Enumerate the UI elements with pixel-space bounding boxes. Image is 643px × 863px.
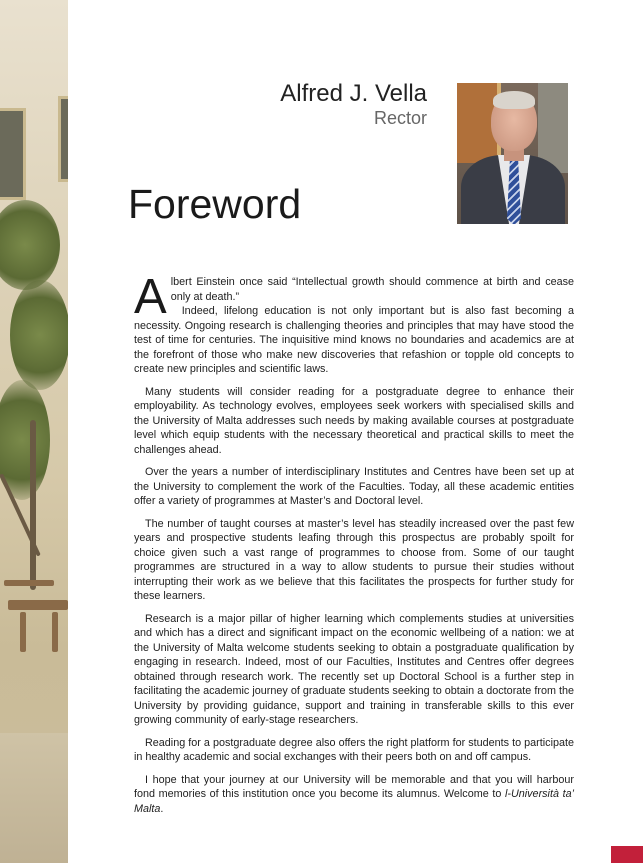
photo-bench <box>4 580 54 586</box>
portrait-hair <box>493 91 535 109</box>
photo-window <box>58 96 68 182</box>
photo-foliage <box>10 280 68 390</box>
author-role: Rector <box>373 108 427 128</box>
page-corner-tab <box>611 846 643 863</box>
paragraph-6: Reading for a postgraduate degree also offers the right platform for students to participate in healthy academic and social exchanges with their peers both on and off campus. <box>134 736 574 763</box>
page-title: Foreword <box>128 181 302 227</box>
paragraph-2: Many students will consider reading for a postgraduate degree to enhance their employability. As technology evolves, employees seek workers with specialised skills and the University of Malta addresses such needs by making available courses at postgraduate level which equip students with the necessary theoretical and practical skills to meet the challenges ahead. <box>134 385 574 456</box>
paragraph-7-text: I hope that your journey at our University will be memorable and that you will harbour fond memories of this institution once you become its alumnus. Welcome to <box>134 773 574 800</box>
paragraph-5: Research is a major pillar of higher learning which complements studies at universities and which has a direct and significant impact on the economic wellbeing of a nation: we at the University of Malta welcome students seeking to obtain a postgraduate qualification by engaging in research. Indeed, most of our Faculties, Institutes and Centres offer degrees obtained through research work. The recently set up Doctoral School is a further step in facilitating the academic journey of graduate students seeking to obtain a doctorate from the University by providing guidance, support and training in transferable skills to this ever growing community of early-stage researchers. <box>134 612 574 726</box>
rector-portrait <box>457 83 568 224</box>
photo-bench <box>52 612 58 652</box>
photo-tree-trunk <box>30 420 36 590</box>
drop-cap: A <box>134 270 167 324</box>
author-name: Alfred J. Vella <box>280 80 427 107</box>
photo-foliage <box>0 200 60 290</box>
paragraph-1b-text: Indeed, lifelong education is not only important but is also fast becoming a necessity. Ongoing research is challenging theories and principles that may have stood the test of time for centuries. The inquisitive mind knows no boundaries and academics are at the forefront of those who make new discoveries that refashion or topple old concepts to create new principles and scientific laws. <box>134 305 574 375</box>
photo-bench <box>20 612 26 652</box>
paragraph-1-text: lbert Einstein once said “Intellectual growth should commence at birth and cease only at death.” <box>170 276 574 303</box>
university-name: l-Università ta’ Malta <box>134 788 574 815</box>
paragraph-7-end: . <box>160 802 164 815</box>
foreword-body <box>134 270 574 824</box>
paragraph-7 <box>134 773 574 817</box>
paragraph-1 <box>134 270 574 377</box>
paragraph-4: The number of taught courses at master’s level has steadily increased over the past few years and prospective students leafing through this prospectus are probably spoilt for choice given such a vast range of programmes to choose from. Some of our taught programmes are structured in a way to allow students to pursue their studies without interrupting their work as we believe that this facilitates the prospects for further study for these learners. <box>134 517 574 602</box>
photo-window <box>0 108 26 200</box>
paragraph-3: Over the years a number of interdisciplinary Institutes and Centres have been set up at the University to complement the work of the Faculties. Today, all these academic entities offer a variety of programmes at Master’s and Doctoral level. <box>134 466 574 507</box>
photo-foliage <box>0 380 50 500</box>
photo-bench <box>8 600 68 610</box>
photo-floor <box>0 733 68 863</box>
courtyard-photo <box>0 0 68 863</box>
